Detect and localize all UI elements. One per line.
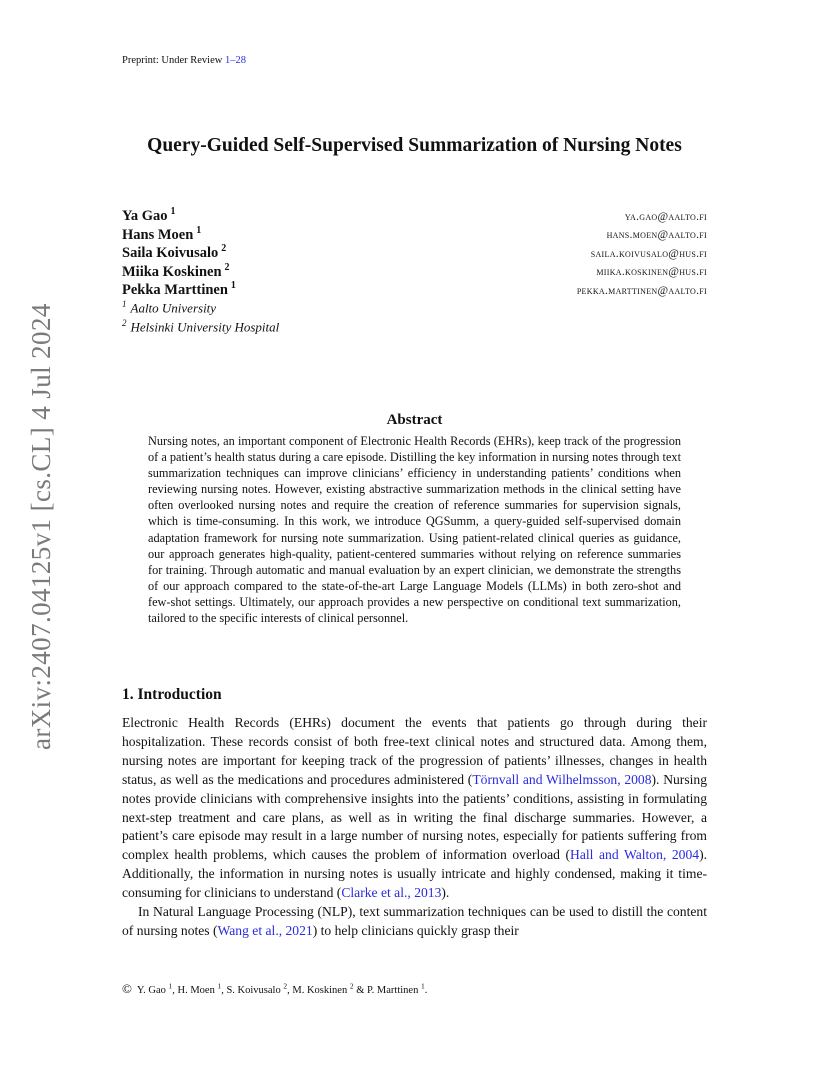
footer-author: Y. Gao $^1$, <box>136 981 178 996</box>
author-name: Hans Moen $^1$ <box>122 224 202 243</box>
paragraph: Electronic Health Records (EHRs) document the events that patients go through during their hospitalization. These records consist of both free-text clinical notes and structured data. Among them, nursing notes are important for keeping track of the progression of patients’ illnesses, changes in health status, as well as the medications and procedures administered (Törnvall and Wilhelmsson, 2008). Nursing notes provide clinicians with comprehensive insights into the patients’ conditions, assisting in formulating next-step treatment and care plans, as well as in writing the final discharge summaries. However, a patient’s care episode may result in a large number of nursing notes, especially for patients suffering from complex health problems, which causes the problem of information overload (Hall and Walton, 2004). Additionally, the information in nursing notes is usually intricate and highly condensed, making it time-consuming for clinicians to understand (Clarke et al., 2013). <box>122 715 707 901</box>
preprint-label: Preprint: Under Review <box>122 55 225 66</box>
author-email: hans.moen@aalto.fi <box>606 229 707 242</box>
author-email: ya.gao@aalto.fi <box>624 210 707 223</box>
footer-author: H. Moen $^1$, <box>177 981 227 996</box>
copyright-footer <box>122 981 427 997</box>
footer-author: S. Koivusalo $^2$, <box>226 981 293 996</box>
affiliation: $^2$ Helsinki University Hospital <box>122 317 280 334</box>
author-email: saila.koivusalo@hus.fi <box>590 247 707 260</box>
author-name: Saila Koivusalo $^2$ <box>122 243 227 261</box>
arxiv-identifier: arXiv:2407.04125v1 [cs.CL] 4 Jul 2024 <box>26 303 56 750</box>
citation-link[interactable]: Hall and Walton, 2004 <box>570 847 700 863</box>
author-row <box>122 206 707 225</box>
page-range-link[interactable]: 1–28 <box>224 55 246 66</box>
author-block <box>122 206 707 337</box>
affiliation: $^1$ Aalto University <box>122 298 217 315</box>
citation-link[interactable]: Wang et al., 2021 <box>217 922 313 938</box>
author-name: Pekka Marttinen $^1$ <box>122 280 236 298</box>
author-row <box>122 262 707 281</box>
section-heading: 1. Introduction <box>122 686 222 703</box>
citation-link[interactable]: Clarke et al., 2013 <box>341 885 442 901</box>
author-row <box>122 280 707 299</box>
author-name: Miika Koskinen $^2$ <box>122 261 230 280</box>
author-row <box>122 225 707 244</box>
paper-title: Query-Guided Self-Supervised Summarization of Nursing Notes <box>147 135 682 156</box>
footer-author: P. Marttinen $^1$. <box>367 981 428 996</box>
author-email: miika.koskinen@hus.fi <box>596 266 707 279</box>
preprint-header <box>122 55 246 66</box>
author-row <box>122 243 707 262</box>
author-name: Ya Gao $^1$ <box>122 206 176 224</box>
introduction-body <box>122 714 707 941</box>
abstract-body: Nursing notes, an important component of Electronic Health Records (EHRs), keep track of the progression of a patient’s health status during a care episode. Distilling the key information in nursing notes through text summarization techniques can improve clinicians’ efficiency in understanding patients’ conditions when reviewing nursing notes. However, existing abstractive summarization methods in the clinical setting have often overlooked nursing notes and require the creation of reference summaries for supervision signals, which is time-consuming. In this work, we introduce QGSumm, a query-guided self-supervised domain adaptation framework for nursing note summarization. Using patient-related clinical queries as guidance, our approach generates high-quality, patient-centered summaries without relying on reference summaries for training. Through automatic and manual evaluation by an expert clinician, we demonstrate the strengths of our approach compared to the state-of-the-art Large Language Models (LLMs) in both zero-shot and few-shot settings. Ultimately, our approach provides a new perspective on conditional text summarization, tailored to the specific interests of clinical personnel. <box>148 434 681 626</box>
abstract-heading: Abstract <box>386 412 443 428</box>
citation-link[interactable]: Törnvall and Wilhelmsson, 2008 <box>472 771 652 787</box>
author-email: pekka.marttinen@aalto.fi <box>576 284 707 297</box>
footer-author: M. Koskinen $^2$ & <box>292 981 367 996</box>
copyright-symbol: © <box>122 981 132 996</box>
paragraph: In Natural Language Processing (NLP), text summarization techniques can be used to distill the content of nursing notes (Wang et al., 2021) to help clinicians quickly grasp their <box>122 904 707 938</box>
